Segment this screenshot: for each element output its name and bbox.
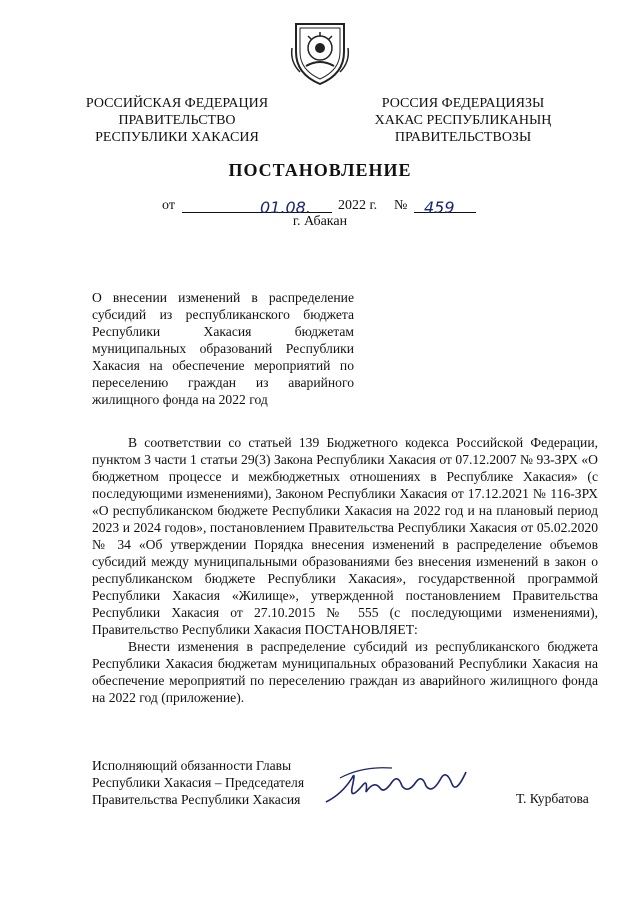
signatory-position-line: Исполняющий обязанности Главы [92,758,292,773]
header-left-line: РОССИЙСКАЯ ФЕДЕРАЦИЯ [85,96,269,111]
subject-heading: О внесении изменений в распределение субсидий из республиканского бюджета Республики Хакасия бюджетам муниципальных образований Республики Хакасия на обеспечение мероприятий по переселению граждан из аварийного жилищного фонда на 2022 год [92,290,354,407]
header-right-block [358,95,568,146]
body-paragraph: Внести изменения в распределение субсидий из республиканского бюджета Республики Хакасия бюджетам муниципальных образований Республики Хакасия на обеспечение мероприятий по переселению граждан из аварийного жилищного фонда на 2022 год (приложение). [92,639,598,705]
number-sign: № [394,198,408,213]
signatory-name: Т. Курбатова [516,791,589,806]
date-prefix: от [162,198,175,213]
header-left-line: РЕСПУБЛИКИ ХАКАСИЯ [95,130,259,145]
header-left-block [72,95,282,146]
header-right-line: ПРАВИТЕЛЬСТВОЗЫ [394,130,532,145]
city-line: г. Абакан [292,214,348,229]
signatory-position-line: Республики Хакасия – Председателя [92,775,305,790]
document-body [92,434,598,706]
date-number-line [162,194,492,216]
handwritten-signature [322,758,472,808]
handwritten-date: 01.08. [260,198,311,217]
header-left-line: ПРАВИТЕЛЬСТВО [118,113,236,128]
coat-of-arms-emblem [288,18,352,88]
signatory-position [92,757,332,808]
header-right-line: ХАКАС РЕСПУБЛИКАНЫҢ [374,113,552,128]
document-title: ПОСТАНОВЛЕНИЕ [228,160,412,180]
header-right-line: РОССИЯ ФЕДЕРАЦИЯЗЫ [381,96,545,111]
handwritten-number: 459 [424,198,455,217]
signatory-position-line: Правительства Республики Хакасия [92,792,301,807]
date-year: 2022 г. [338,198,378,213]
body-paragraph: В соответствии со статьей 139 Бюджетного кодекса Российской Федерации, пунктом 3 части 1 статьи 29(3) Закона Республики Хакасия от 07.12.2007 № 93-ЗРХ «О бюджетном процессе и межбюджетных отношениях в Республике Хакасия» (с последующими изменениями), Законом Республики Хакасия от 17.12.2021 № 116-ЗРХ «О республиканском бюджете Республики Хакасия на 2022 год и на плановый период 2023 и 2024 годов», постановлением Правительства Республики Хакасия от 05.02.2020 № 34 «Об утверждении Порядка внесения изменений в распределение объемов субсидий между муниципальными образованиями без внесения изменений в закон о республиканском бюджете Республики Хакасия», государственной программой Республики Хакасия «Жилище», утвержденной постановлением Правительства Республики Хакасия от 27.10.2015 № 555 (с последующими изменениями), Правительство Республики Хакасия ПОСТАНОВЛЯЕТ: [92,435,598,637]
